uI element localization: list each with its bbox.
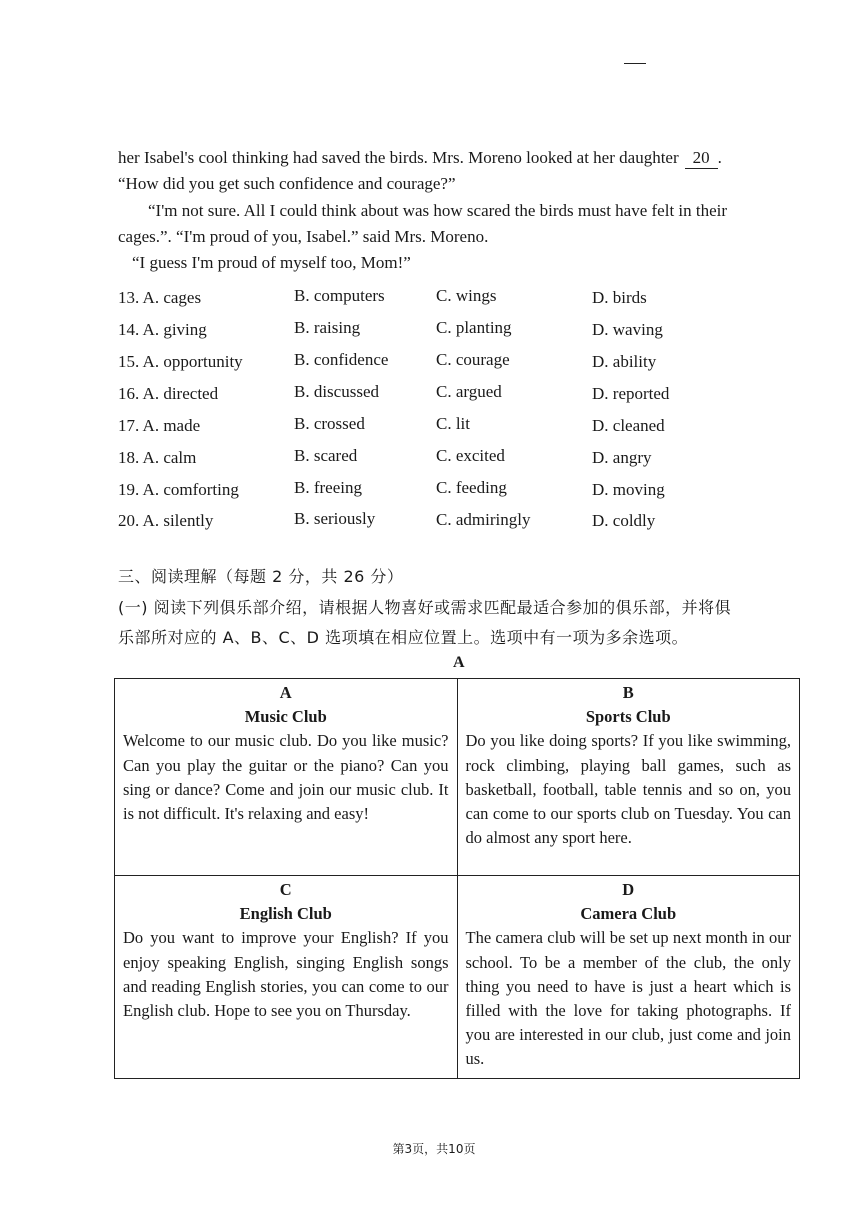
option-c: C. planting — [436, 318, 512, 337]
option-a: 15. A. opportunity — [118, 352, 243, 371]
option-d: D. ability — [592, 352, 657, 371]
option-b: B. freeing — [294, 478, 362, 497]
table-row — [115, 876, 800, 1079]
option-c: C. admiringly — [436, 510, 531, 529]
option-c: C. argued — [436, 382, 502, 401]
option-c: C. lit — [436, 414, 471, 433]
option-d: D. coldly — [592, 511, 656, 530]
option-b: B. computers — [294, 286, 385, 305]
option-c: C. feeding — [436, 478, 507, 497]
club-cell-d — [457, 876, 800, 1079]
passage-line-4: cages.”. “I'm proud of you, Isabel.” said Mrs. Moreno. — [118, 227, 489, 246]
option-a: 18. A. calm — [118, 448, 197, 467]
option-c: C. wings — [436, 286, 497, 305]
club-description: Welcome to our music club. Do you like music? Can you play the guitar or the piano? Can you sing or dance? Come and join our music club. It is not difficult. It's relaxing and easy! — [123, 731, 449, 824]
option-b: B. raising — [294, 318, 361, 337]
club-description: Do you like doing sports? If you like swimming, rock climbing, playing ball games, such as basketball, football, table tennis and so on, you can come to our sports club on Tuesday. You can do almost any sport here. — [465, 731, 791, 848]
club-cell-a — [115, 679, 458, 876]
answer-blank-20: 20 — [685, 148, 718, 169]
club-name: Camera Club — [580, 904, 677, 924]
option-a: 19. A. comforting — [118, 480, 239, 499]
option-c: C. excited — [436, 446, 505, 465]
option-a: 14. A. giving — [118, 320, 207, 339]
club-letter: B — [622, 683, 634, 702]
club-name: Sports Club — [585, 707, 671, 727]
passage-line-5: “I guess I'm proud of myself too, Mom!” — [132, 253, 411, 272]
option-a: 17. A. made — [118, 416, 201, 435]
option-d: D. birds — [592, 288, 647, 307]
option-d: D. angry — [592, 448, 652, 467]
section-heading: 三、阅读理解（每题 2 分，共 26 分） — [118, 567, 404, 586]
option-b: B. scared — [294, 446, 358, 465]
page-footer: 第3页，共10页 — [392, 1142, 476, 1156]
club-letter: D — [622, 880, 635, 899]
header-dash — [624, 63, 646, 64]
club-cell-c — [115, 876, 458, 1079]
passage-line-3: “I'm not sure. All I could think about was how scared the birds must have felt in their — [148, 201, 728, 220]
option-b: B. confidence — [294, 350, 389, 369]
section-instruction-2: 乐部所对应的 A、B、C、D 选项填在相应位置上。选项中有一项为多余选项。 — [118, 628, 689, 647]
option-d: D. cleaned — [592, 416, 665, 435]
club-letter: A — [279, 683, 292, 702]
option-a: 16. A. directed — [118, 384, 219, 403]
passage-line-1 — [118, 145, 722, 171]
option-a: 13. A. cages — [118, 288, 202, 307]
club-name: English Club — [239, 904, 332, 924]
passage-period: . — [717, 148, 722, 167]
option-b: B. seriously — [294, 509, 376, 528]
option-b: B. crossed — [294, 414, 365, 433]
club-letter: C — [279, 880, 292, 899]
table-label: A — [453, 654, 465, 671]
passage-line-2: “How did you get such confidence and courage?” — [118, 174, 456, 193]
option-d: D. reported — [592, 384, 670, 403]
option-a: 20. A. silently — [118, 511, 214, 530]
club-description: Do you want to improve your English? If you enjoy speaking English, singing English songs and reading English stories, you can come to our English club. Hope to see you on Thursday. — [123, 928, 449, 1021]
option-d: D. moving — [592, 480, 665, 499]
club-cell-b — [457, 679, 800, 876]
club-description: The camera club will be set up next month in our school. To be a member of the club, the only thing you need to have is just a heart which is filled with the love for taking photographs. If you are interested in our club, just come and join us. — [465, 928, 791, 1069]
option-c: C. courage — [436, 350, 510, 369]
club-name: Music Club — [244, 707, 327, 727]
section-instruction-1: (一) 阅读下列俱乐部介绍，请根据人物喜好或需求匹配最适合参加的俱乐部，并将俱 — [118, 598, 732, 617]
passage-text: her Isabel's cool thinking had saved the birds. Mrs. Moreno looked at her daughter — [118, 148, 679, 167]
table-row — [115, 679, 800, 876]
option-d: D. waving — [592, 320, 663, 339]
option-b: B. discussed — [294, 382, 379, 401]
clubs-table — [114, 678, 800, 1079]
